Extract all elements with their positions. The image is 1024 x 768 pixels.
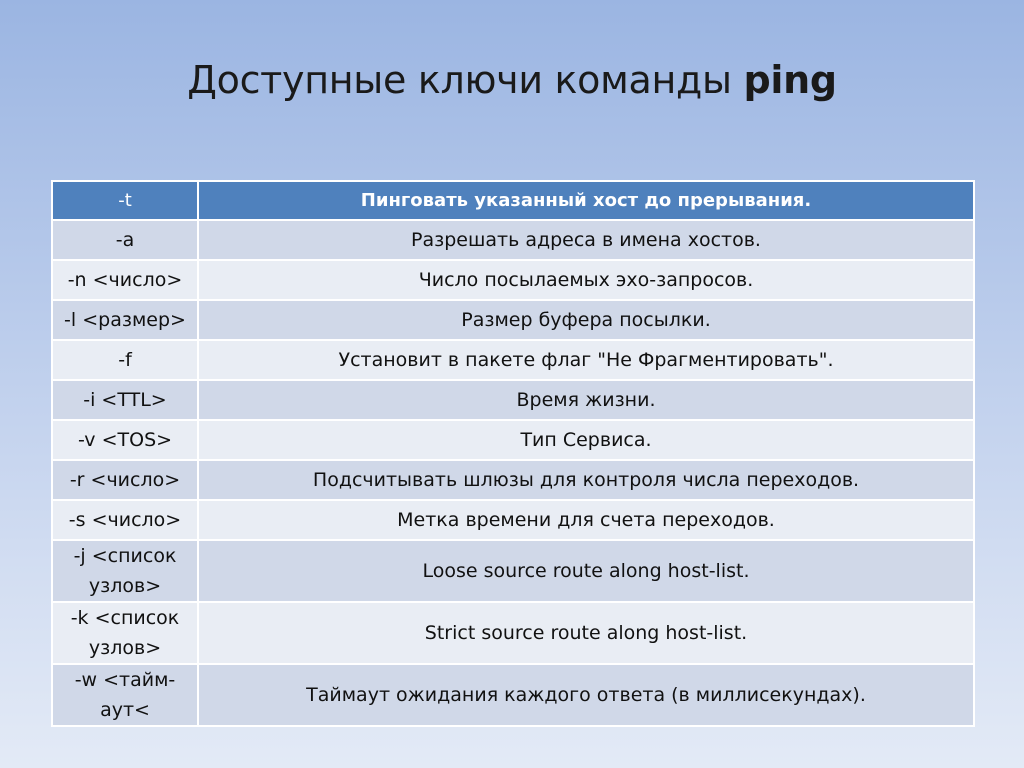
table-row (52, 300, 974, 340)
option-desc-cell: Размер буфера посылки. (198, 300, 974, 340)
title-main: Доступные ключи команды (187, 58, 744, 102)
option-desc-cell: Разрешать адреса в имена хостов. (198, 220, 974, 260)
option-desc-cell: Таймаут ожидания каждого ответа (в миллисекундах). (198, 664, 974, 726)
option-desc-cell: Метка времени для счета переходов. (198, 500, 974, 540)
table-row (52, 664, 974, 726)
option-key-cell: -r <число> (52, 460, 198, 500)
option-key-cell: -v <TOS> (52, 420, 198, 460)
option-key-cell: -a (52, 220, 198, 260)
table-row (52, 460, 974, 500)
option-key-cell: -s <число> (52, 500, 198, 540)
table-header-row (52, 181, 974, 220)
option-key-cell: -i <TTL> (52, 380, 198, 420)
table-row (52, 260, 974, 300)
header-desc-cell: Пинговать указанный хост до прерывания. (198, 181, 974, 220)
table-row (52, 380, 974, 420)
option-desc-cell: Число посылаемых эхо-запросов. (198, 260, 974, 300)
option-desc-cell: Установит в пакете флаг "Не Фрагментировать". (198, 340, 974, 380)
option-key-cell: -n <число> (52, 260, 198, 300)
option-key-cell: -w <тайм-аут< (52, 664, 198, 726)
option-key-cell: -l <размер> (52, 300, 198, 340)
header-key-cell: -t (52, 181, 198, 220)
slide-title (0, 52, 1024, 108)
option-desc-cell: Подсчитывать шлюзы для контроля числа переходов. (198, 460, 974, 500)
option-desc-cell: Strict source route along host-list. (198, 602, 974, 664)
table-row (52, 602, 974, 664)
option-desc-cell: Время жизни. (198, 380, 974, 420)
table-row (52, 340, 974, 380)
option-key-cell: -j <список узлов> (52, 540, 198, 602)
option-desc-cell: Loose source route along host-list. (198, 540, 974, 602)
table-row (52, 220, 974, 260)
table-row (52, 540, 974, 602)
option-key-cell: -k <список узлов> (52, 602, 198, 664)
table-row (52, 420, 974, 460)
table-row (52, 500, 974, 540)
option-key-cell: -f (52, 340, 198, 380)
ping-options-table (51, 180, 975, 727)
option-desc-cell: Тип Сервиса. (198, 420, 974, 460)
title-emphasis: ping (743, 58, 837, 102)
